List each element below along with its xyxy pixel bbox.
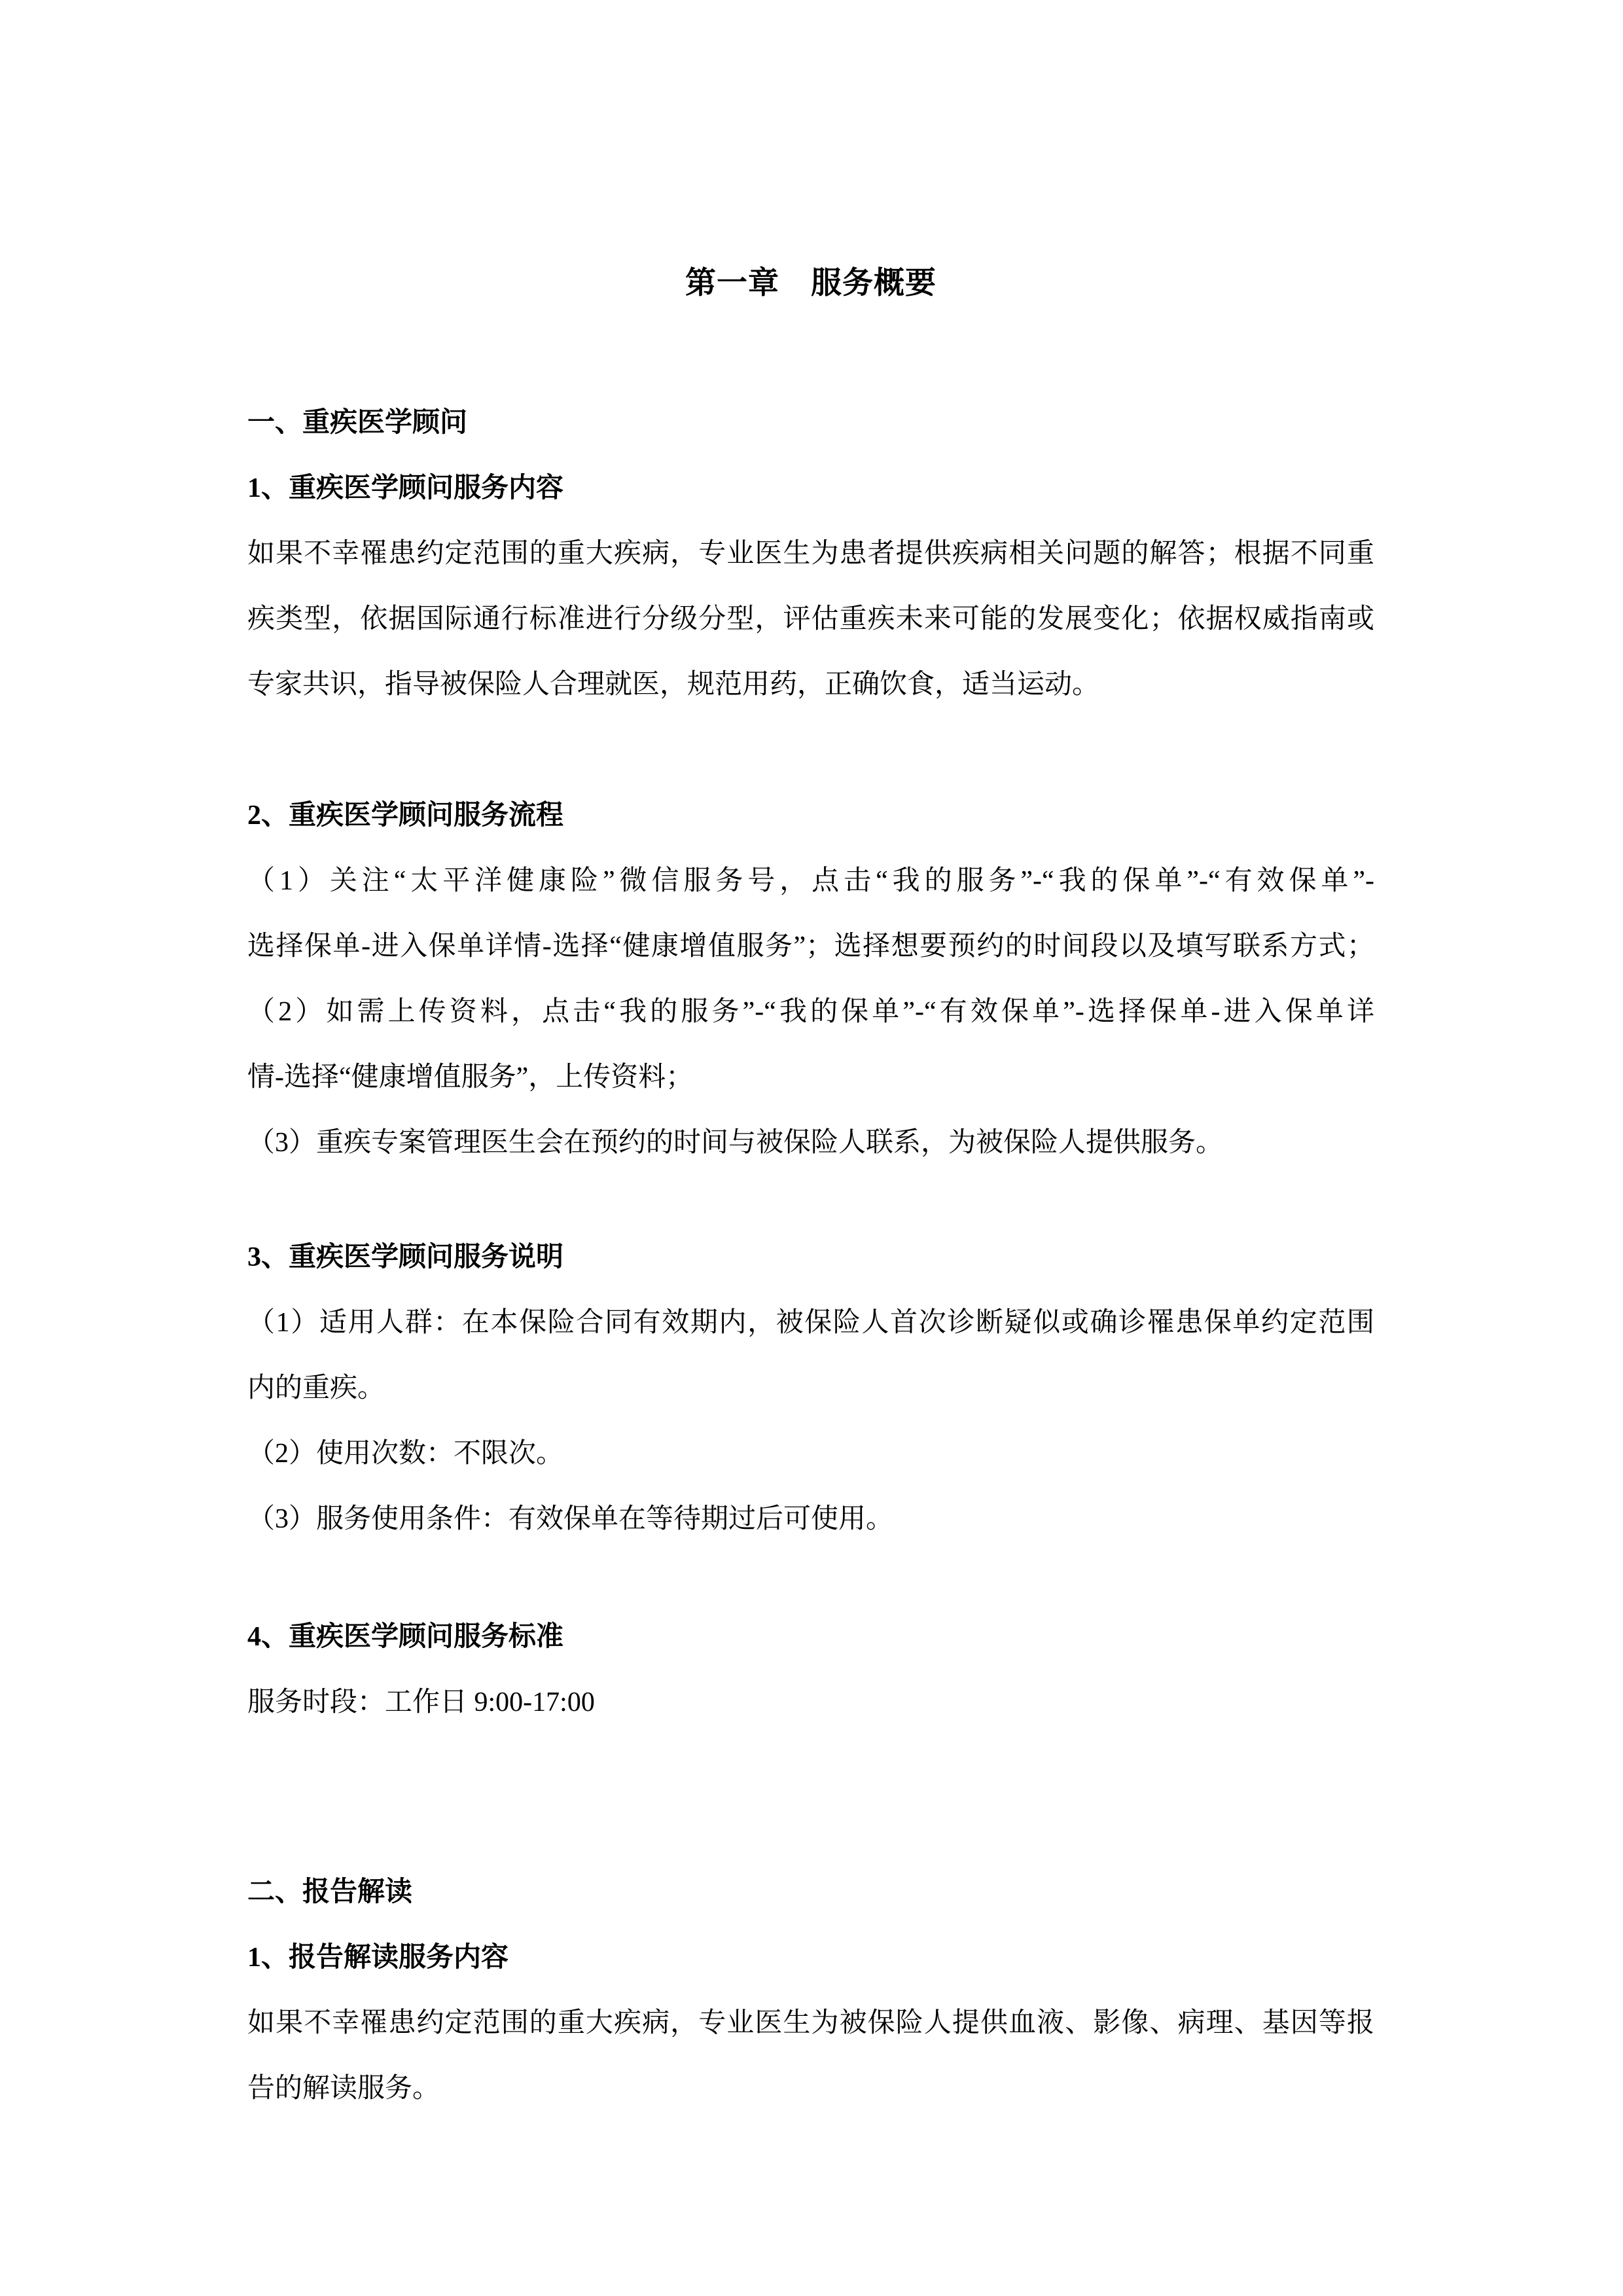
paragraph-line: （2）使用次数：不限次。 <box>247 1439 564 1469</box>
paragraph-line: 选择保单-进入保单详情-选择“健康增值服务”；选择想要预约的时间段以及填写联系方式； <box>247 931 1374 961</box>
subsection-heading-1-1: 1、重疾医学顾问服务内容 <box>247 473 564 503</box>
paragraph-line: 内的重疾。 <box>247 1373 385 1403</box>
paragraph-line: 告的解读服务。 <box>247 2073 440 2104</box>
subsection-heading-1-3: 3、重疾医学顾问服务说明 <box>247 1242 564 1272</box>
paragraph-line: （3）服务使用条件：有效保单在等待期过后可使用。 <box>247 1504 894 1534</box>
paragraph-line: 服务时段：工作日 9:00-17:00 <box>247 1687 595 1717</box>
paragraph-line: 如果不幸罹患约定范围的重大疾病，专业医生为被保险人提供血液、影像、病理、基因等报 <box>247 2008 1374 2038</box>
paragraph-line: 情-选择“健康增值服务”，上传资料； <box>247 1062 694 1092</box>
paragraph-line: （3）重疾专案管理医生会在预约的时间与被保险人联系，为被保险人提供服务。 <box>247 1128 1224 1158</box>
paragraph-line: （2）如需上传资料，点击“我的服务”-“我的保单”-“有效保单”-选择保单-进入保单详 <box>247 997 1374 1027</box>
paragraph-line: 如果不幸罹患约定范围的重大疾病，专业医生为患者提供疾病相关问题的解答；根据不同重 <box>247 539 1374 569</box>
subsection-heading-1-2: 2、重疾医学顾问服务流程 <box>247 800 564 831</box>
subsection-heading-1-4: 4、重疾医学顾问服务标准 <box>247 1622 564 1652</box>
paragraph-line: 专家共识，指导被保险人合理就医，规范用药，正确饮食，适当运动。 <box>247 670 1100 700</box>
paragraph-line: （1）适用人群：在本保险合同有效期内，被保险人首次诊断疑似或确诊罹患保单约定范围 <box>247 1308 1374 1338</box>
section-heading-2: 二、报告解读 <box>247 1877 413 1907</box>
section-heading-1: 一、重疾医学顾问 <box>247 408 468 438</box>
paragraph-line: 疾类型，依据国际通行标准进行分级分型，评估重疾未来可能的发展变化；依据权威指南或 <box>247 604 1374 634</box>
paragraph-line: （1）关注“太平洋健康险”微信服务号，点击“我的服务”-“我的保单”-“有效保单”- <box>247 866 1374 896</box>
chapter-title: 第一章 服务概要 <box>685 266 936 300</box>
subsection-heading-2-1: 1、报告解读服务内容 <box>247 1943 509 1973</box>
